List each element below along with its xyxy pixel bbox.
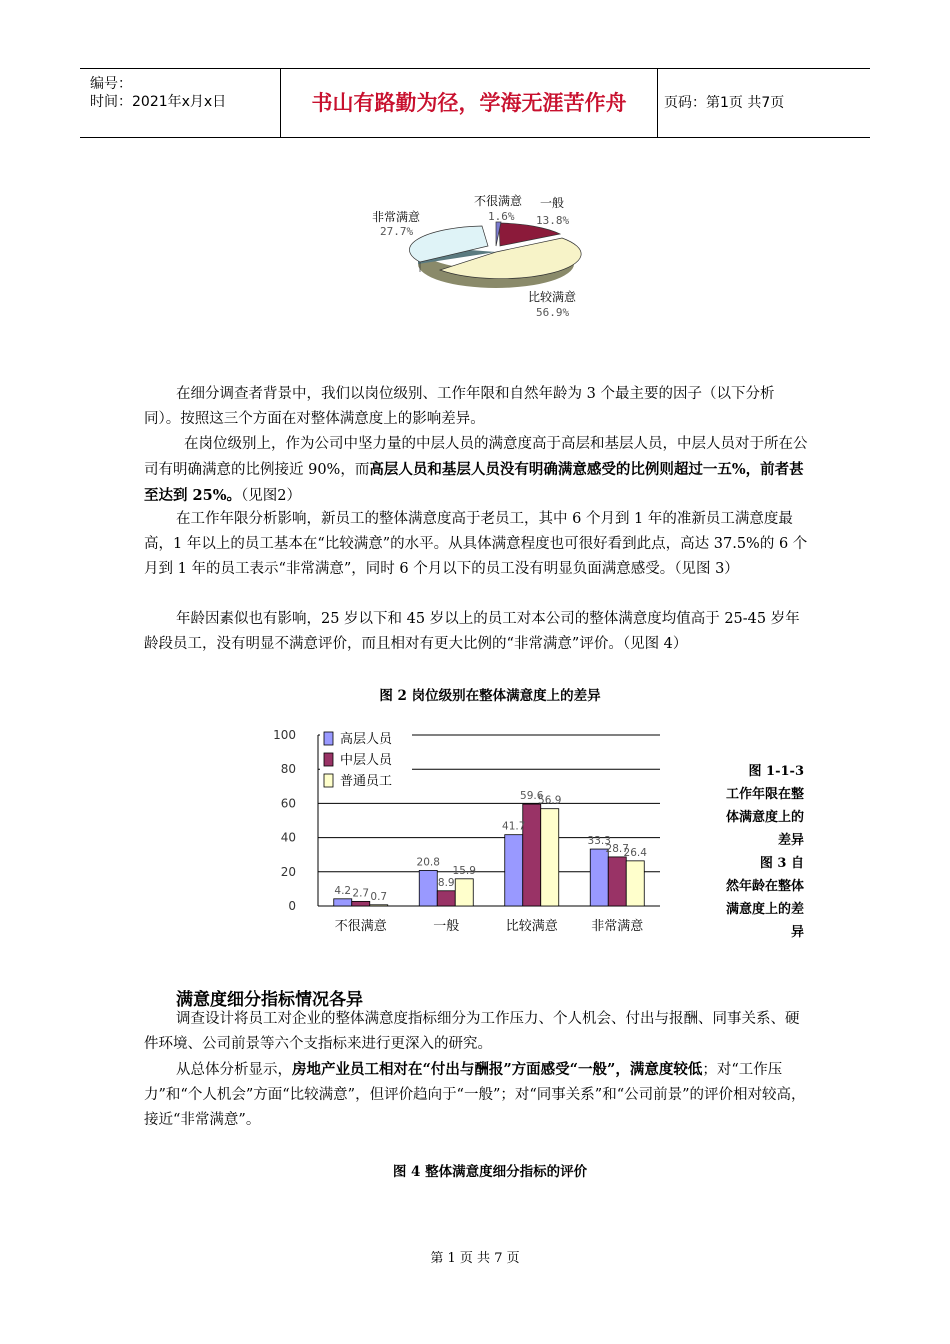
x-tick-label: 非常满意 [591,919,644,934]
side-note-line: 异 [790,925,804,940]
side-note-line: 工作年限在整 [725,787,804,802]
header-motto: 书山有路勤为径，学海无涯苦作舟 [280,69,658,137]
bar [437,891,455,906]
data-label: 4.2 [334,884,352,897]
data-label: 26.4 [623,846,647,859]
pie-pct-very-satisfied: 27.7% [380,225,414,238]
pie-label-unsatisfied: 不很满意 [474,194,523,208]
legend-swatch [324,732,333,745]
header-meta [80,69,280,137]
legend-swatch [324,753,333,766]
y-tick-label: 60 [280,796,296,811]
x-tick-label: 不很满意 [334,919,387,934]
bar-chart [260,718,680,948]
side-note [700,760,804,944]
y-tick-label: 80 [280,762,296,777]
paragraph-overall [144,1057,808,1133]
data-label: 41.7 [502,820,526,833]
legend-label: 高层人员 [340,732,393,747]
legend-swatch [324,774,333,787]
bar [505,835,523,906]
paragraph-tenure: 在工作年限分析影响，新员工的整体满意度高于老员工，其中 6 个月到 1 年的准新员工满意度最高，1 年以上的员工基本在“比较满意”的水平。从具体满意程度也可很好看到此点，高达 37.5%的 6 个月到 1 年的员工表示“非常满意”，同时 6 个月以下的员工没有明显负面满意感受。（见图 3） [144,511,808,577]
bar-chart-x-ticks [335,918,644,934]
bar [541,809,559,906]
pie-label-neutral: 一般 [540,196,565,210]
bar [334,899,352,906]
paragraph-age: 年龄因素似也有影响，25 岁以下和 45 岁以上的员工对本公司的整体满意度均值高于 25-45 岁年龄段员工，没有明显不满意评价，而且相对有更大比例的“非常满意”评价。（见图 4） [144,611,800,652]
header-page-info: 页码：第1页 共7页 [664,95,785,111]
paragraph-position-bold: 高层人员和基层人员没有明确满意感受的比例则超过一五%，前者甚至达到 25%。 [144,461,804,504]
section-title: 满意度细分指标情况各异 [176,990,363,1010]
paragraph-overall-bold: 房地产业员工相对在“付出与酬报”方面感受“一般”，满意度较低 [292,1061,703,1078]
paragraph-overall-rest: ；对“工作压力”和“个人机会”方面“比较满意”，但评价趋向于“一般”；对“同事关系”和“公司前景”的评价相对较高，接近“非常满意”。 [144,1062,806,1128]
paragraph-position-text: 在岗位级别上，作为公司中坚力量的中层人员的满意度高于高层和基层人员，中层人员对于所在公司有明确满意的比例接近 90%，而 [144,436,808,478]
pie-label-satisfied: 比较满意 [528,290,577,304]
x-tick-label: 一般 [433,919,460,934]
x-tick-label: 比较满意 [505,919,558,934]
data-label: 56.9 [538,794,562,807]
fig4-caption: 图 4 整体满意度细分指标的评价 [392,1164,588,1180]
legend-label: 中层人员 [340,753,393,768]
bar [608,857,626,906]
side-note-line: 图 1-1-3 [748,764,804,779]
pie-label-very-satisfied: 非常满意 [372,210,421,224]
bar [370,905,388,906]
bar [352,901,370,906]
page-footer: 第 1 页 共 7 页 [430,1251,520,1266]
pie-pct-neutral: 13.8% [536,214,570,227]
paragraph-overall-text: 从总体分析显示， [176,1062,292,1078]
side-note-line: 满意度上的差 [725,902,804,917]
fig2-caption: 图 2 岗位级别在整体满意度上的差异 [379,688,601,704]
data-label: 33.3 [587,835,611,848]
bar [419,870,437,906]
data-label: 2.7 [352,887,370,900]
bar [626,861,644,906]
document-header [80,68,870,138]
paragraph-position-ref: （见图2） [241,488,301,504]
y-tick-label: 40 [280,830,296,845]
pie-pct-unsatisfied: 1.6% [488,210,515,223]
bar-chart-y-ticks [273,728,296,913]
data-label: 59.6 [520,790,544,803]
bar [455,879,473,906]
date-label: 时间：2021年x月x日 [90,94,227,110]
data-label: 20.8 [416,856,440,869]
pie-chart [360,190,600,330]
data-label: 15.9 [452,864,476,877]
y-tick-label: 100 [273,728,296,742]
paragraph-background: 在细分调查者背景中，我们以岗位级别、工作年限和自然年龄为 3 个最主要的因子（以下分析同）。按照这三个方面在对整体满意度上的影响差异。 [144,386,775,427]
data-label: 8.9 [437,876,455,889]
side-note-line: 体满意度上的 [725,810,804,825]
side-note-line: 差异 [777,833,804,848]
paragraph-position-level [144,432,808,509]
bar [590,849,608,906]
side-note-line: 然年龄在整体 [725,879,804,894]
number-label: 编号： [90,76,132,92]
y-tick-label: 20 [280,864,296,879]
legend-label: 普通员工 [340,774,393,789]
paragraph-indicators: 调查设计将员工对企业的整体满意度指标细分为工作压力、个人机会、付出与报酬、同事关系、硬件环境、公司前景等六个支指标来进行更深入的研究。 [144,1011,800,1052]
pie-pct-satisfied: 56.9% [536,306,570,319]
data-label: 28.7 [605,842,629,855]
bar [523,804,541,906]
data-label: 0.7 [370,890,388,903]
side-note-line: 图 3 自 [759,856,804,871]
y-tick-label: 0 [288,899,296,913]
bar-chart-legend [320,726,412,792]
